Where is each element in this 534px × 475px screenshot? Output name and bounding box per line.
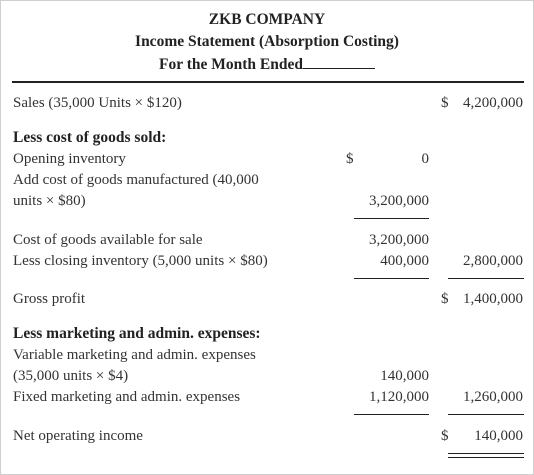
- variable-expenses-label-line1: Variable marketing and admin. expenses: [13, 347, 256, 363]
- sales-label: Sales (35,000 Units × $120): [13, 95, 182, 111]
- company-name: ZKB COMPANY: [208, 11, 326, 28]
- sales-total: 4,200,000: [463, 95, 523, 111]
- expenses-total: 1,260,000: [463, 389, 523, 405]
- net-income-currency: $: [441, 428, 449, 444]
- closing-inventory-label: Less closing inventory (5,000 units × $80): [13, 253, 268, 269]
- cogs-heading: Less cost of goods sold:: [13, 129, 167, 146]
- subtotal-rule-1: [354, 218, 429, 219]
- variable-expenses-label-line2: (35,000 units × $4): [13, 368, 129, 384]
- gross-profit-total: 1,400,000: [463, 291, 523, 307]
- net-income-label: Net operating income: [13, 428, 143, 444]
- total-rule-1: [448, 278, 524, 279]
- fixed-expenses-label: Fixed marketing and admin. expenses: [13, 389, 241, 405]
- goods-available-label: Cost of goods available for sale: [13, 232, 203, 248]
- cost-manufactured-label-line1: Add cost of goods manufactured (40,000: [13, 172, 259, 188]
- variable-expenses-amount: 140,000: [380, 368, 429, 384]
- subtotal-rule-2: [354, 278, 429, 279]
- final-double-rule: [448, 453, 524, 458]
- statement-title: Income Statement (Absorption Costing): [135, 33, 399, 50]
- header-divider: [12, 81, 524, 83]
- opening-inventory-amount: 0: [421, 151, 429, 167]
- net-income-total: 140,000: [474, 428, 523, 444]
- cost-manufactured-label-line2: units × $80): [13, 193, 86, 209]
- statement-period: [1, 54, 533, 74]
- fixed-expenses-amount: 1,120,000: [369, 389, 429, 405]
- total-rule-2: [448, 414, 524, 415]
- cogs-total: 2,800,000: [463, 253, 523, 269]
- sales-currency: $: [441, 95, 449, 111]
- opening-inventory-currency: $: [346, 151, 354, 167]
- cost-manufactured-amount: 3,200,000: [369, 193, 429, 209]
- gross-profit-label: Gross profit: [13, 291, 86, 307]
- goods-available-amount: 3,200,000: [369, 232, 429, 248]
- gross-profit-currency: $: [441, 291, 449, 307]
- period-label: For the Month Ended: [159, 56, 303, 73]
- subtotal-rule-3: [354, 414, 429, 415]
- closing-inventory-amount: 400,000: [380, 253, 429, 269]
- period-blank: [303, 54, 375, 69]
- opening-inventory-label: Opening inventory: [13, 151, 126, 167]
- expenses-heading: Less marketing and admin. expenses:: [13, 325, 261, 342]
